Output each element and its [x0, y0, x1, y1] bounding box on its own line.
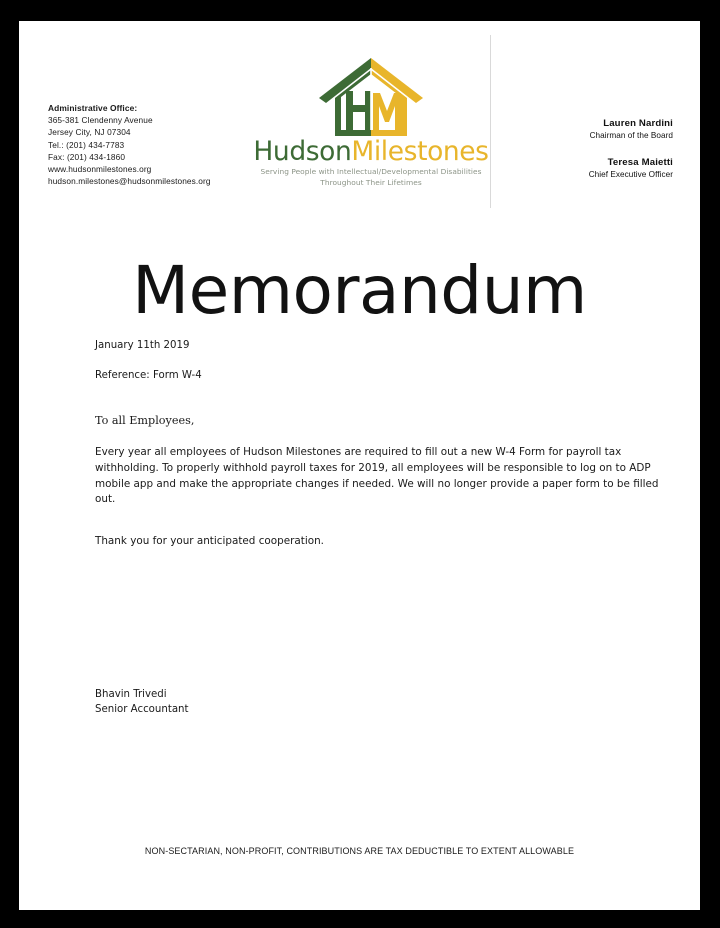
- logo-wordmark-milestones: Milestones: [351, 136, 489, 167]
- page-title: Memorandum: [132, 252, 587, 329]
- document-page: [19, 21, 700, 910]
- administrative-office-heading: Administrative Office:: [48, 103, 138, 113]
- telephone-line: Tel.: (201) 434-7783: [48, 139, 125, 150]
- officer-name: Teresa Maietti: [607, 157, 673, 168]
- fax-line: Fax: (201) 434-1860: [48, 151, 126, 162]
- logo-tagline-line-1: Serving People with Intellectual/Developmental Disabilities: [260, 167, 482, 176]
- officer-title: Chief Executive Officer: [588, 170, 673, 179]
- memo-reference: Reference: Form W-4: [95, 370, 202, 381]
- address-city-state-zip: Jersey City, NJ 07304: [48, 127, 131, 138]
- organization-logo: [247, 54, 495, 214]
- signature-name: Bhavin Trivedi: [95, 689, 167, 700]
- signature-title: Senior Accountant: [95, 704, 189, 716]
- officer-title: Chairman of the Board: [589, 131, 673, 140]
- email-line: hudson.milestones@hudsonmilestones.org: [48, 176, 211, 187]
- logo-wordmark: [247, 136, 495, 167]
- officer-entry: [505, 117, 673, 142]
- letterhead: [19, 21, 700, 221]
- house-hm-monogram-icon: [315, 54, 427, 136]
- logo-tagline: [247, 167, 495, 188]
- memo-closing: Thank you for your anticipated cooperation.: [95, 535, 324, 548]
- memo-body: [95, 339, 661, 550]
- officer-name: Lauren Nardini: [603, 118, 673, 129]
- memo-date: January 11th 2019: [95, 340, 190, 351]
- logo-tagline-line-2: Throughout Their Lifetimes: [320, 177, 422, 187]
- meta-spacer: [95, 353, 661, 369]
- memo-paragraph: Every year all employees of Hudson Milestones are required to fill out a new W-4 Form for payroll tax withholding. To properly withhold payroll taxes for 2019, all employees will be responsible to log on to ADP mobile app and make the appropriate changes if needed. We will no longer provide a paper form to be filled out.: [95, 446, 659, 506]
- footer-notice: NON-SECTARIAN, NON-PROFIT, CONTRIBUTIONS ARE TAX DEDUCTIBLE TO EXTENT ALLOWABLE: [144, 846, 575, 856]
- memo-signature: [95, 687, 189, 717]
- address-street: 365-381 Clendenny Avenue: [48, 115, 153, 126]
- administrative-office-block: [48, 102, 268, 187]
- website-line: www.hudsonmilestones.org: [48, 164, 152, 175]
- logo-wordmark-hudson: Hudson: [253, 136, 352, 167]
- header-vertical-divider: [490, 35, 491, 208]
- memo-salutation: To all Employees,: [95, 414, 195, 427]
- officers-block: [505, 117, 673, 181]
- officer-entry: [505, 156, 673, 181]
